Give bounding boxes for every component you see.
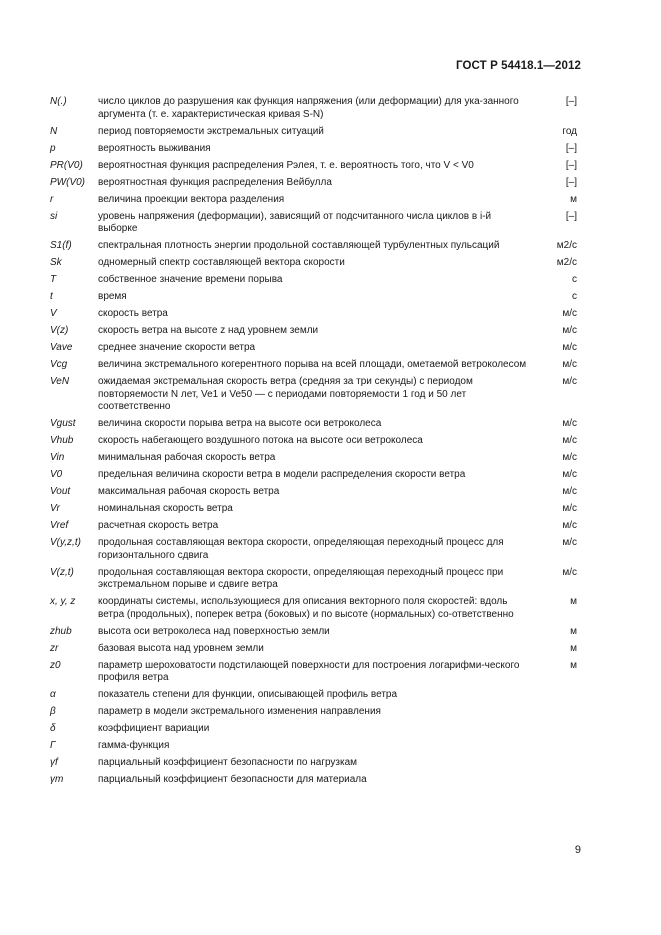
symbol: z0 <box>50 659 61 671</box>
symbol: Vgust <box>50 418 76 429</box>
symbol: si <box>50 210 58 222</box>
symbol: V(z,t) <box>50 566 74 578</box>
description: среднее значение скорости ветра <box>98 342 256 353</box>
symbol: Vhub <box>50 435 74 446</box>
unit: м/с <box>562 308 577 319</box>
unit: м/с <box>562 418 577 429</box>
symbol-row <box>50 740 577 753</box>
symbol: x, y, z <box>50 596 76 607</box>
symbol-row <box>50 211 577 236</box>
description: спектральная плотность энергии продольной составляющей турбулентных пульсаций <box>98 240 500 251</box>
unit: [–] <box>565 210 577 222</box>
symbol-row <box>50 486 577 499</box>
unit: м/с <box>562 342 577 353</box>
symbol: t <box>50 291 53 302</box>
description: период повторяемости экстремальных ситуаций <box>98 125 324 137</box>
unit: м/с <box>562 503 577 514</box>
description: расчетная скорость ветра <box>98 520 219 531</box>
unit: м/с <box>562 520 577 531</box>
description: показатель степени для функции, описывающей профиль ветра <box>98 689 398 700</box>
symbol-row <box>50 469 577 482</box>
symbol: V <box>50 308 57 319</box>
unit: м/с <box>562 486 577 497</box>
description: продольная составляющая вектора скорости, определяющая переходный процесс при экстремальном порыве и сдвиге ветра <box>98 566 504 590</box>
description: скорость набегающего воздушного потока на высоте оси ветроколеса <box>98 435 423 446</box>
symbol: Vref <box>50 520 69 531</box>
description: скорость ветра <box>98 308 168 319</box>
symbol: zhub <box>50 625 72 637</box>
symbol-row <box>50 643 577 656</box>
unit: [–] <box>565 176 577 188</box>
symbol: N(.) <box>50 96 67 107</box>
symbol-row <box>50 452 577 465</box>
unit: [–] <box>565 96 577 107</box>
description: продольная составляющая вектора скорости, определяющая переходный процесс для горизонтального сдвига <box>98 537 504 561</box>
description: одномерный спектр составляющей вектора скорости <box>98 257 345 268</box>
symbol: V(y,z,t) <box>50 537 81 548</box>
symbol-row <box>50 308 577 321</box>
symbol-row <box>50 194 577 207</box>
symbol-row <box>50 520 577 533</box>
symbol-row <box>50 706 577 719</box>
unit: [–] <box>565 159 577 171</box>
description: вероятностная функция распределения Вейбулла <box>98 176 332 188</box>
symbol-row <box>50 774 577 787</box>
symbol: VeN <box>50 376 70 387</box>
symbol: T <box>50 274 57 285</box>
unit: м <box>570 193 577 205</box>
description: гамма-функция <box>98 740 170 751</box>
symbol-row <box>50 177 577 190</box>
symbol-row <box>50 757 577 770</box>
symbol: β <box>50 706 56 717</box>
symbol: γf <box>50 757 58 768</box>
symbol: Vout <box>50 486 71 497</box>
symbol: Vr <box>50 503 60 514</box>
description: собственное значение времени порыва <box>98 274 283 285</box>
symbol: zr <box>50 642 59 654</box>
symbol: γm <box>50 774 64 785</box>
unit: м/с <box>562 376 577 387</box>
description: величина скорости порыва ветра на высоте оси ветроколеса <box>98 418 382 429</box>
symbol-row <box>50 376 577 414</box>
description: параметр шероховатости подстилающей поверхности для построения логарифми-ческого профиля ветра <box>98 659 520 683</box>
symbol-row <box>50 503 577 516</box>
symbol: N <box>50 125 58 137</box>
description: величина проекции вектора разделения <box>98 193 285 205</box>
symbol: Γ <box>50 740 56 751</box>
symbol: α <box>50 689 56 700</box>
unit: год <box>562 125 577 137</box>
symbol: r <box>50 193 54 205</box>
symbol-row <box>50 257 577 270</box>
description: номинальная скорость ветра <box>98 503 233 514</box>
description: минимальная рабочая скорость ветра <box>98 452 276 463</box>
description: скорость ветра на высоте z над уровнем земли <box>98 325 319 336</box>
symbol: S1(f) <box>50 240 72 251</box>
symbol-row <box>50 126 577 139</box>
symbol-row <box>50 240 577 253</box>
unit: м2/с <box>556 257 577 268</box>
description: уровень напряжения (деформации), зависящий от подсчитанного числа циклов в i-й выборке <box>98 210 492 234</box>
unit: м <box>570 596 577 607</box>
symbol-row <box>50 96 577 121</box>
symbol-row <box>50 626 577 639</box>
description: максимальная рабочая скорость ветра <box>98 486 280 497</box>
description: вероятностная функция распределения Рэлея, т. е. вероятность того, что V < V0 <box>98 159 474 171</box>
description: парциальный коэффициент безопасности по нагрузкам <box>98 757 358 768</box>
unit: с <box>572 274 577 285</box>
unit: м/с <box>562 566 577 578</box>
description: базовая высота над уровнем земли <box>98 642 264 654</box>
symbol-row <box>50 537 577 562</box>
unit: м <box>570 659 577 671</box>
symbol: Vin <box>50 452 65 463</box>
symbol: Sk <box>50 257 62 268</box>
symbol-row <box>50 359 577 372</box>
symbol-row <box>50 689 577 702</box>
symbol-row <box>50 342 577 355</box>
description: параметр в модели экстремального изменения направления <box>98 706 381 717</box>
description: высота оси ветроколеса над поверхностью земли <box>98 625 330 637</box>
symbol-row <box>50 291 577 304</box>
symbol: PR(V0) <box>50 159 83 171</box>
symbol: V(z) <box>50 325 69 336</box>
description: число циклов до разрушения как функция напряжения (или деформации) для ука-занного аргумента (т. е. характеристическая кривая S-N) <box>98 96 519 120</box>
description: координаты системы, использующиеся для описания векторного поля скоростей: вдоль ветра (продольных), поперек ветра (боковых) и по высоте (нормальных) со-ответственно <box>98 596 514 620</box>
symbol-row <box>50 596 577 621</box>
symbol-row <box>50 160 577 173</box>
unit: [–] <box>565 142 577 154</box>
symbol-row <box>50 723 577 736</box>
description: коэффициент вариации <box>98 723 210 734</box>
unit: м2/с <box>556 240 577 251</box>
description: время <box>98 291 127 302</box>
unit: м/с <box>562 537 577 548</box>
symbol: Vave <box>50 342 73 353</box>
symbol: V0 <box>50 469 63 480</box>
unit: м/с <box>562 469 577 480</box>
symbol-row <box>50 143 577 156</box>
unit: м/с <box>562 325 577 336</box>
description: парциальный коэффициент безопасности для материала <box>98 774 367 785</box>
symbol-row <box>50 325 577 338</box>
unit: с <box>572 291 577 302</box>
unit: м/с <box>562 359 577 370</box>
symbol-row <box>50 567 577 592</box>
document-code: ГОСТ Р 54418.1—2012 <box>456 60 581 72</box>
symbol-row <box>50 660 577 685</box>
description: величина экстремального когерентного порыва на всей площади, ометаемой ветроколесом <box>98 359 527 370</box>
symbol: p <box>50 142 56 154</box>
symbol: Vcg <box>50 359 68 370</box>
page-number: 9 <box>574 844 581 856</box>
unit: м <box>570 625 577 637</box>
symbol-row <box>50 418 577 431</box>
unit: м/с <box>562 435 577 446</box>
unit: м <box>570 642 577 654</box>
description: ожидаемая экстремальная скорость ветра (средняя за три секунды) с периодом повторяемости N лет, Ve1 и Ve50 — с периодами повторяемости 1 год и 50 лет соответственно <box>98 376 473 412</box>
symbol-row <box>50 435 577 448</box>
description: предельная величина скорости ветра в модели распределения скорости ветра <box>98 469 466 480</box>
description: вероятность выживания <box>98 142 211 154</box>
symbol: PW(V0) <box>50 176 85 188</box>
symbol-list <box>50 96 577 791</box>
symbol-row <box>50 274 577 287</box>
symbol: δ <box>50 723 56 734</box>
unit: м/с <box>562 452 577 463</box>
